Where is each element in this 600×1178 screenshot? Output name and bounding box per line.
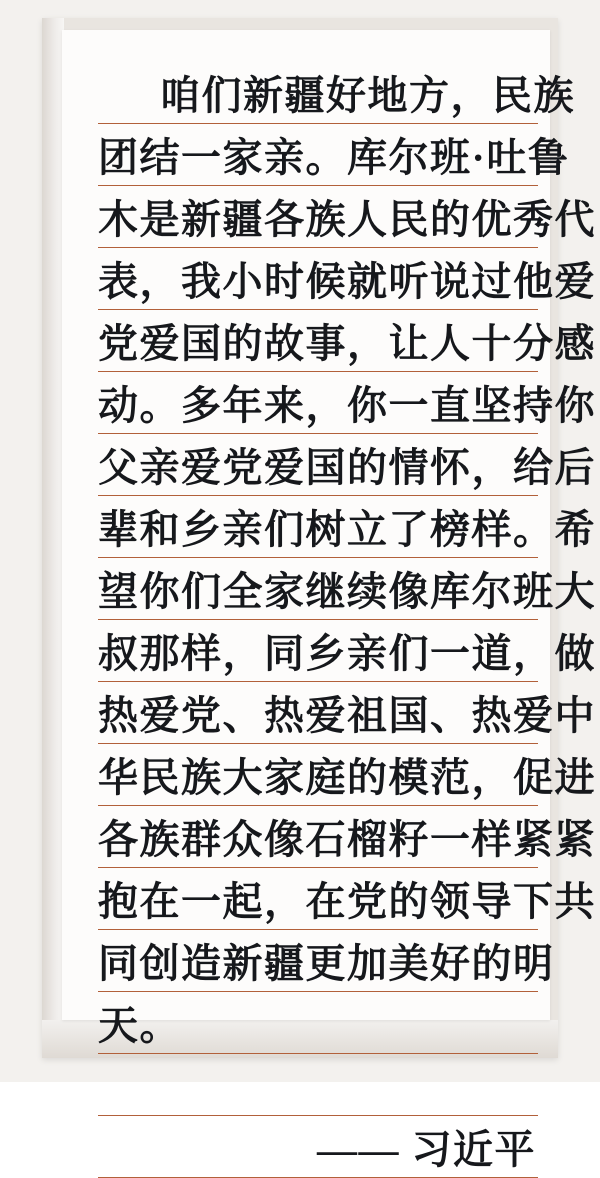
quote-line bbox=[98, 620, 596, 682]
quote-line-text: 热爱党、热爱祖国、热爱中 bbox=[98, 693, 596, 738]
paper-left-shadow bbox=[42, 18, 64, 1058]
quote-line-text: 抱在一起，在党的领导下共 bbox=[98, 879, 596, 924]
quote-line bbox=[98, 124, 570, 186]
quote-line-text: 同创造新疆更加美好的明 bbox=[98, 941, 555, 986]
blank-rule-line bbox=[98, 1054, 538, 1116]
quote-line bbox=[98, 186, 596, 248]
quote-line bbox=[98, 248, 596, 310]
quote-line bbox=[98, 310, 596, 372]
quote-line bbox=[98, 930, 555, 992]
quote-line-text: 团结一家亲。库尔班·吐鲁 bbox=[98, 135, 570, 180]
quote-line bbox=[98, 496, 596, 558]
quote-line bbox=[98, 992, 538, 1054]
attribution-text: —— 习近平 bbox=[317, 1127, 536, 1172]
quote-line bbox=[98, 868, 596, 930]
quote-line bbox=[98, 434, 596, 496]
quote-line bbox=[98, 682, 596, 744]
quote-line-text: 动。多年来，你一直坚持你 bbox=[98, 383, 596, 428]
quote-line bbox=[98, 62, 575, 124]
quote-line bbox=[98, 744, 596, 806]
quote-line-text: 咱们新疆好地方，民族 bbox=[160, 73, 575, 118]
attribution-line bbox=[98, 1116, 538, 1178]
quote-line-text: 华民族大家庭的模范，促进 bbox=[98, 755, 596, 800]
quote-line bbox=[98, 372, 596, 434]
quote-line-text: 辈和乡亲们树立了榜样。希 bbox=[98, 507, 596, 552]
quote-text-block bbox=[98, 62, 596, 1178]
quote-line bbox=[98, 558, 596, 620]
quote-line bbox=[98, 806, 596, 868]
quote-line-text: 表，我小时候就听说过他爱 bbox=[98, 259, 596, 304]
quote-line-text: 各族群众像石榴籽一样紧紧 bbox=[98, 817, 596, 862]
quote-line-text: 木是新疆各族人民的优秀代 bbox=[98, 197, 596, 242]
quote-line-text: 党爱国的故事，让人十分感 bbox=[98, 321, 596, 366]
quote-line-text: 叔那样，同乡亲们一道，做 bbox=[98, 631, 596, 676]
quote-line-text: 望你们全家继续像库尔班大 bbox=[98, 569, 596, 614]
quote-line-text: 父亲爱党爱国的情怀，给后 bbox=[98, 445, 596, 490]
quote-line-text: 天。 bbox=[98, 1003, 181, 1048]
